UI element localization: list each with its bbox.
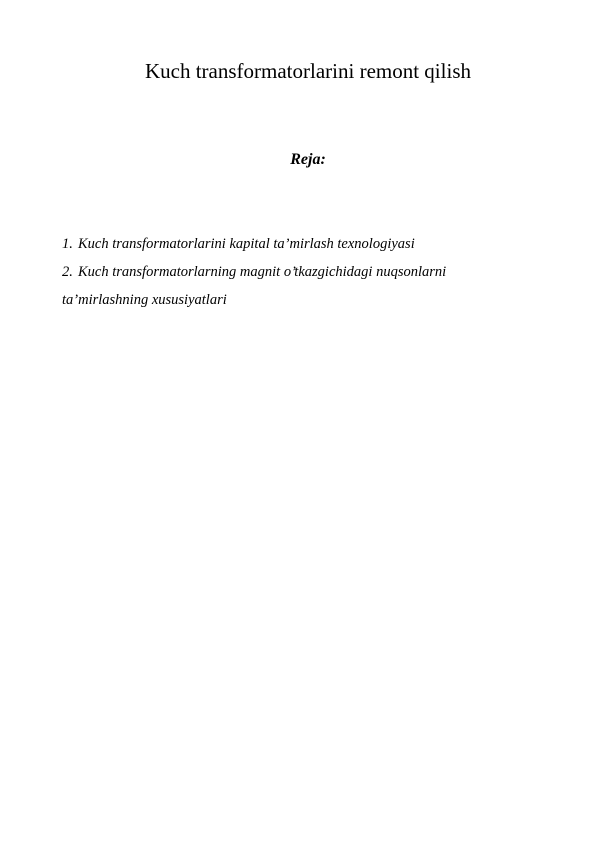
plan-item-number: 1. [62,236,73,252]
page-title: Kuch transformatorlarini remont qilish [144,59,471,83]
plan-item-text: Kuch transformatorlarning magnit o’tkazgichidagi nuqsonlarni [78,264,447,280]
plan-list [62,230,562,314]
plan-item-number: 2. [62,264,73,280]
plan-heading: Reja: [290,151,326,168]
plan-item-1 [62,230,562,258]
plan-item-2 [62,258,562,314]
plan-item-continuation: ta’mirlashning xususiyatlari [62,292,227,308]
plan-item-text: Kuch transformatorlarini kapital ta’mirlash texnologiyasi [78,236,415,252]
